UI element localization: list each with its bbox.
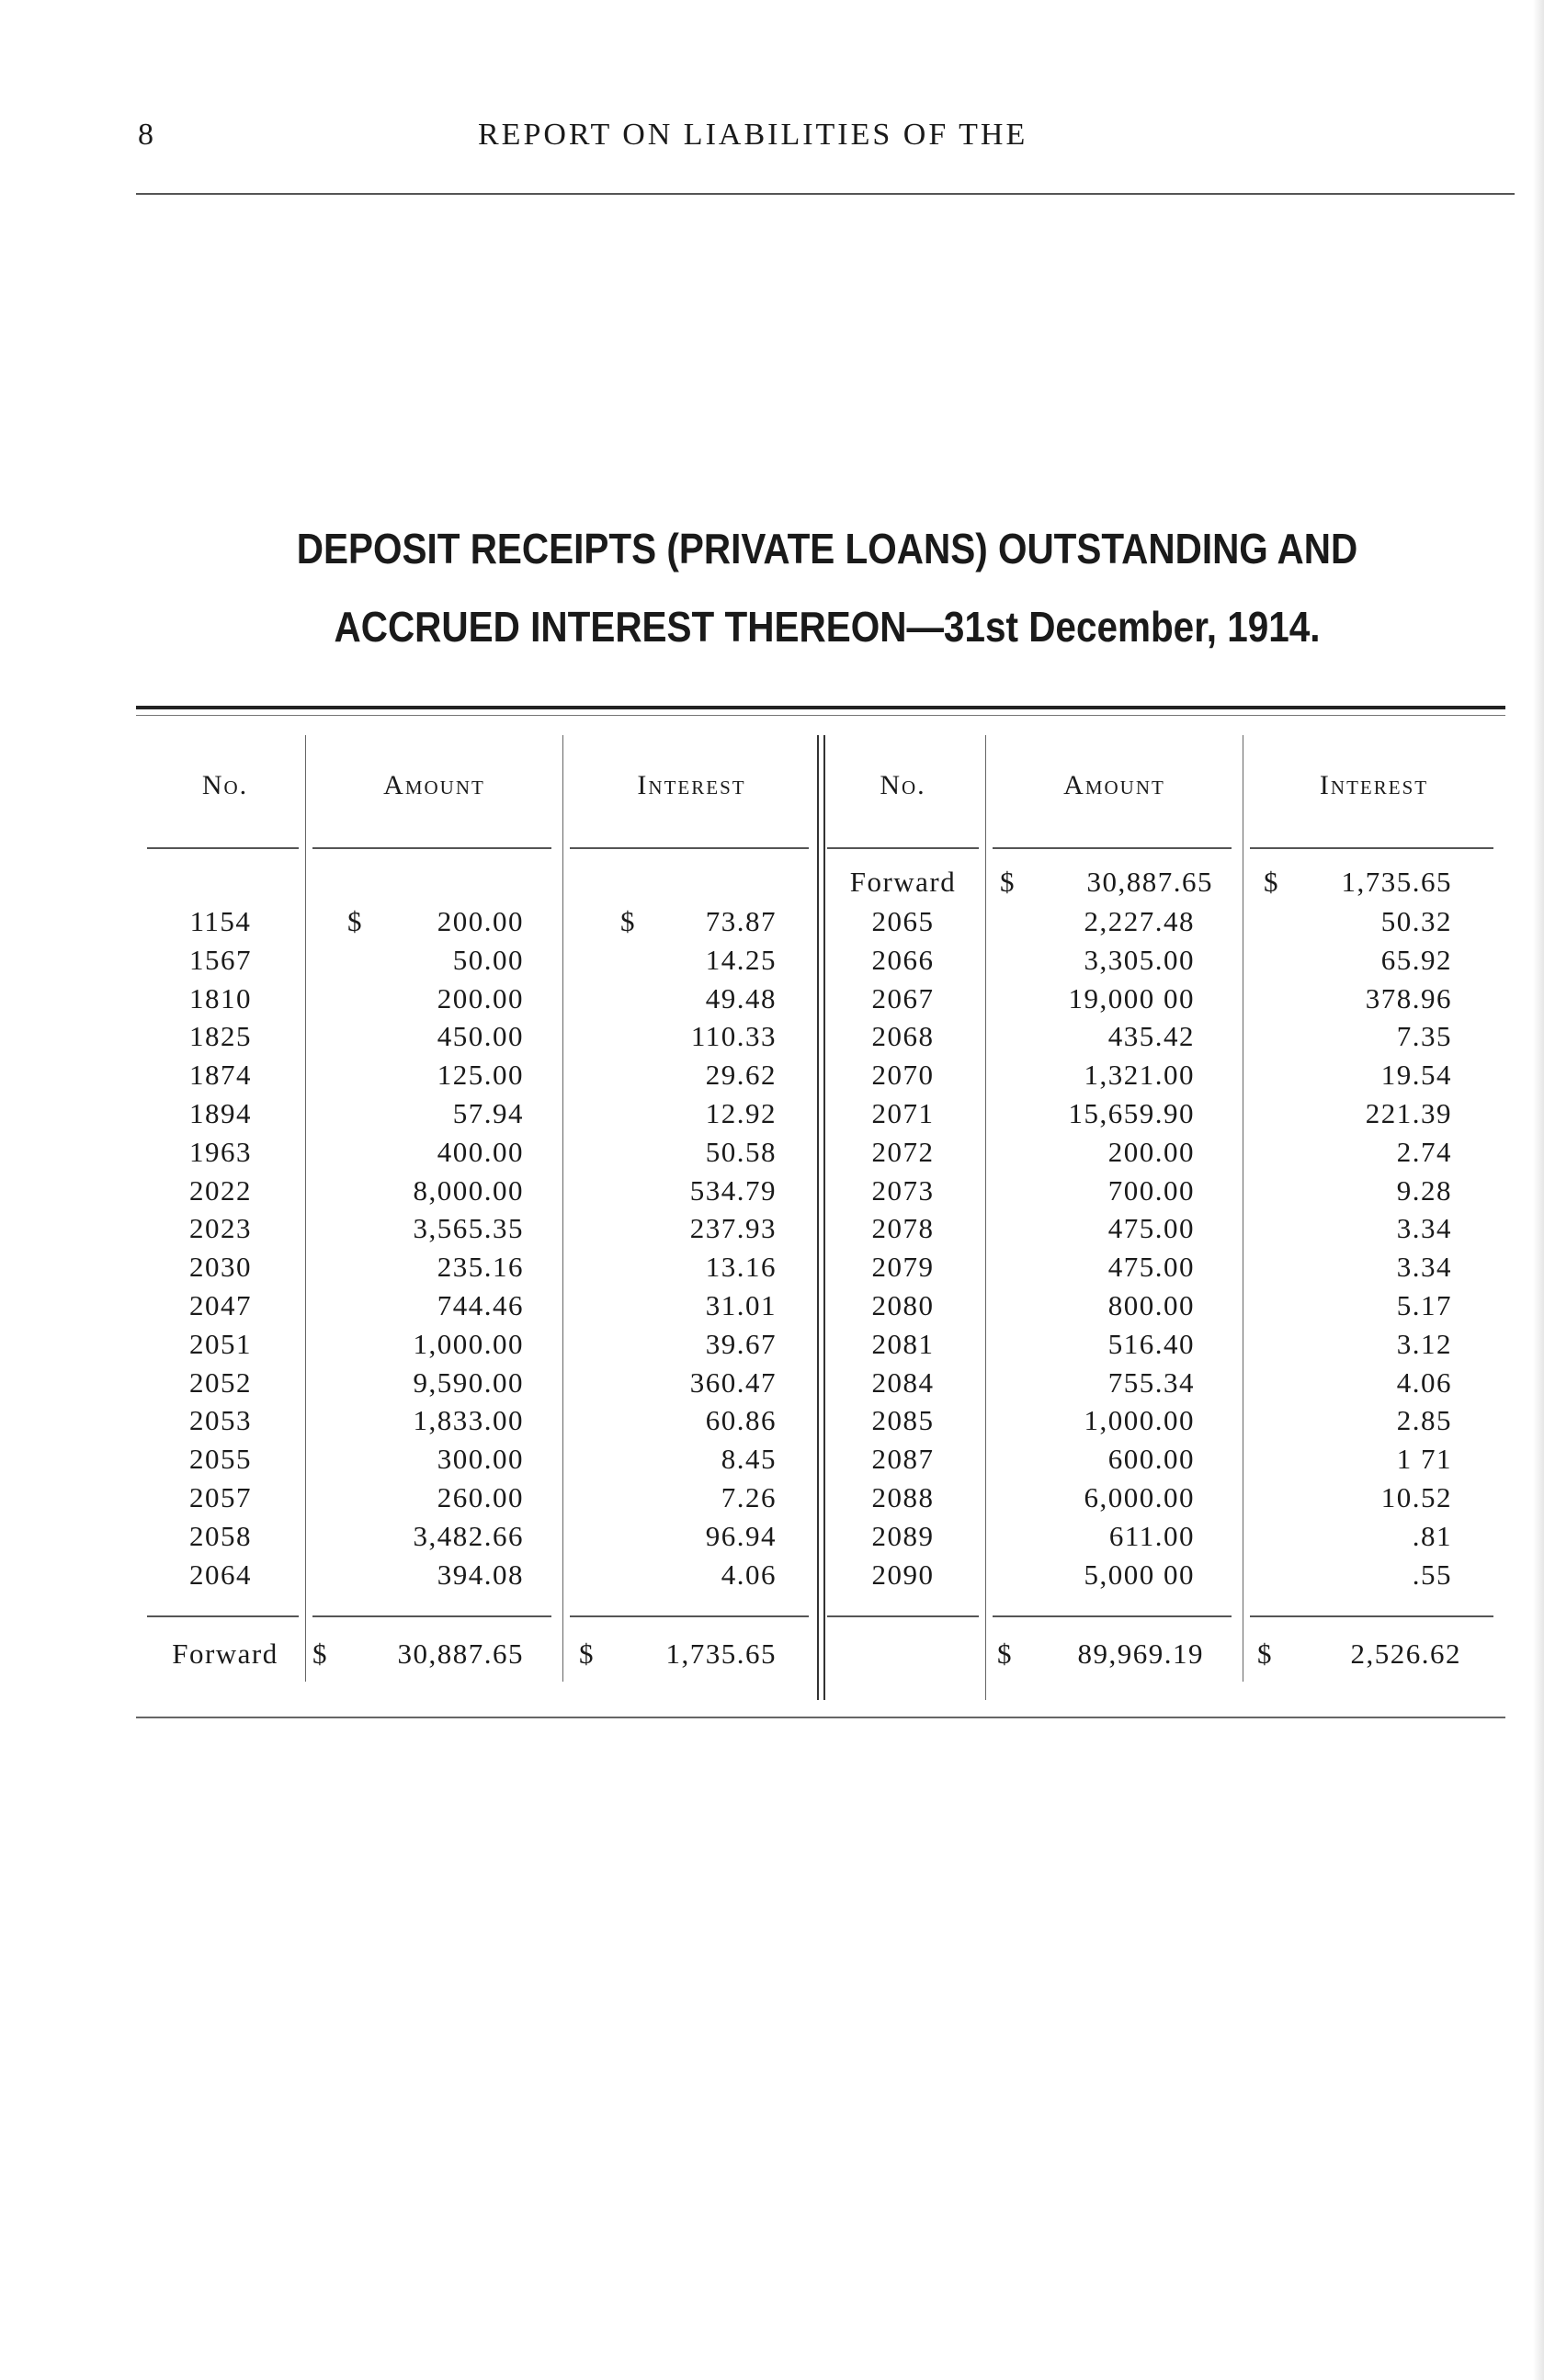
table-row-no: 2051 <box>189 1327 252 1360</box>
header-rule <box>136 193 1515 195</box>
table-row-interest: 9.28 <box>1396 1173 1452 1207</box>
table-row-interest: 2.85 <box>1396 1404 1452 1437</box>
table-row-interest: 221.39 <box>1365 1097 1452 1129</box>
table-row-amount: 8,000.00 <box>413 1173 524 1207</box>
header-separator <box>1250 847 1493 849</box>
table-row-amount: 400.00 <box>437 1135 524 1168</box>
table-row-amount: 755.34 <box>1107 1366 1195 1399</box>
table-row-no: 2052 <box>189 1366 252 1399</box>
table-row-no: 1567 <box>189 943 252 976</box>
table-row-amount: 516.40 <box>1107 1327 1195 1360</box>
table-row-no: 1825 <box>189 1020 252 1053</box>
total-separator <box>570 1615 809 1617</box>
table-title-line-2: ACCRUED INTEREST THEREON—31st December, 1914. <box>334 603 1321 651</box>
table-row-amount: 235.16 <box>437 1251 524 1284</box>
table-row-interest: 39.67 <box>705 1327 777 1360</box>
table-row-amount: 260.00 <box>437 1481 524 1513</box>
header-separator <box>993 847 1232 849</box>
table-row-interest: 534.79 <box>689 1173 777 1207</box>
table-row-interest: 73.87 <box>705 905 777 937</box>
table-row-no: 2057 <box>189 1481 252 1513</box>
table-row-amount: 435.42 <box>1107 1020 1195 1053</box>
table-row-no: 2047 <box>189 1289 252 1321</box>
col-header-interest-right: Interest <box>1319 770 1429 800</box>
table-top-rule <box>136 706 1505 709</box>
table-bottom-rule <box>136 1717 1505 1718</box>
header-separator <box>147 847 299 849</box>
table-row-interest: 7.35 <box>1396 1020 1452 1053</box>
total-separator <box>827 1615 979 1617</box>
col-header-amount-left: Amount <box>383 770 485 800</box>
table-row-interest: 14.25 <box>705 943 777 976</box>
table-top-rule-thin <box>136 715 1505 716</box>
table-row-no: 2084 <box>871 1366 935 1399</box>
dollar-sign: $ <box>347 905 362 937</box>
dollar-sign: $ <box>1264 866 1278 898</box>
table-row-no: 2068 <box>871 1020 935 1053</box>
table-row-no: 2058 <box>189 1519 252 1552</box>
table-row-amount: 1,321.00 <box>1084 1059 1195 1092</box>
total-separator <box>312 1615 551 1617</box>
table-row-amount: 1,000.00 <box>1084 1404 1195 1437</box>
table-row-interest: 3.34 <box>1396 1251 1452 1284</box>
total-amount-left: 30,887.65 <box>397 1638 524 1670</box>
table-row-no: 2089 <box>871 1519 935 1552</box>
table-row-amount: 9,590.00 <box>413 1366 524 1399</box>
dollar-sign: $ <box>1257 1638 1272 1670</box>
table-row-interest: 50.32 <box>1380 905 1452 937</box>
table-row-no: 2055 <box>189 1443 252 1476</box>
table-row-no: 2030 <box>189 1251 252 1284</box>
table-row-amount: 394.08 <box>437 1558 524 1591</box>
forward-label: Forward <box>849 866 957 898</box>
table-row-no: 2065 <box>871 905 935 937</box>
table-row-no: 2088 <box>871 1481 935 1513</box>
table-row-no: 1894 <box>189 1097 252 1129</box>
header-separator <box>312 847 551 849</box>
dollar-sign: $ <box>997 1638 1012 1670</box>
table-row-interest: 19.54 <box>1380 1059 1452 1092</box>
total-amount-right: 89,969.19 <box>1077 1638 1204 1670</box>
center-double-rule <box>817 735 819 1700</box>
table-row-no: 2022 <box>189 1173 252 1207</box>
table-row-no: 2070 <box>871 1059 935 1092</box>
table-row-no: 1154 <box>189 905 252 937</box>
table-row-interest: 65.92 <box>1380 943 1452 976</box>
dollar-sign: $ <box>312 1638 327 1670</box>
dollar-sign: $ <box>579 1638 594 1670</box>
table-row-no: 1874 <box>189 1059 252 1092</box>
table-row-amount: 19,000 00 <box>1068 981 1195 1014</box>
table-row-amount: 125.00 <box>437 1059 524 1092</box>
table-row-interest: 29.62 <box>705 1059 777 1092</box>
table-row-interest: 378.96 <box>1365 981 1452 1014</box>
forward-amount: 30,887.65 <box>1086 866 1213 898</box>
table-row-amount: 200.00 <box>437 981 524 1014</box>
table-row-interest: 4.06 <box>1396 1366 1452 1399</box>
table-row-no: 1810 <box>189 981 252 1014</box>
table-row-amount: 1,833.00 <box>413 1404 524 1437</box>
table-row-interest: 50.58 <box>705 1135 777 1168</box>
table-row-amount: 15,659.90 <box>1068 1097 1195 1129</box>
table-row-amount: 57.94 <box>452 1097 524 1129</box>
total-separator <box>993 1615 1232 1617</box>
table-row-amount: 3,305.00 <box>1084 943 1195 976</box>
col-header-no-right: No. <box>880 770 926 800</box>
table-row-amount: 475.00 <box>1107 1251 1195 1284</box>
col-header-amount-right: Amount <box>1063 770 1165 800</box>
table-row-no: 2067 <box>871 981 935 1014</box>
column-rule <box>562 735 563 1682</box>
table-row-interest: 8.45 <box>721 1443 777 1476</box>
table-row-interest: .55 <box>1412 1558 1452 1591</box>
table-row-amount: 200.00 <box>1107 1135 1195 1168</box>
table-row-amount: 300.00 <box>437 1443 524 1476</box>
header-separator <box>827 847 979 849</box>
table-row-amount: 50.00 <box>452 943 524 976</box>
dollar-sign: $ <box>1000 866 1015 898</box>
table-row-interest: 110.33 <box>690 1020 777 1053</box>
table-row-no: 2066 <box>871 943 935 976</box>
table-row-interest: 7.26 <box>721 1481 777 1513</box>
table-row-no: 2071 <box>871 1097 935 1129</box>
total-separator <box>147 1615 299 1617</box>
table-row-interest: 31.01 <box>705 1289 777 1321</box>
table-row-amount: 700.00 <box>1107 1173 1195 1207</box>
table-row-no: 2064 <box>189 1558 252 1591</box>
table-row-no: 2078 <box>871 1212 935 1245</box>
table-row-interest: 360.47 <box>689 1366 777 1399</box>
table-row-interest: 96.94 <box>705 1519 777 1552</box>
table-row-amount: 3,482.66 <box>413 1519 524 1552</box>
column-rule <box>305 735 306 1682</box>
table-row-amount: 611.00 <box>1108 1519 1195 1552</box>
table-row-interest: 237.93 <box>689 1212 777 1245</box>
table-row-interest: 60.86 <box>705 1404 777 1437</box>
table-row-amount: 600.00 <box>1107 1443 1195 1476</box>
table-row-no: 2079 <box>871 1251 935 1284</box>
table-row-amount: 475.00 <box>1107 1212 1195 1245</box>
table-row-interest: 1 71 <box>1396 1443 1452 1476</box>
table-row-interest: 10.52 <box>1380 1481 1452 1513</box>
page-number: 8 <box>138 118 153 152</box>
table-row-amount: 800.00 <box>1107 1289 1195 1321</box>
table-row-no: 1963 <box>189 1135 252 1168</box>
table-row-amount: 200.00 <box>437 905 524 937</box>
col-header-no-left: No. <box>201 770 249 800</box>
col-header-interest-left: Interest <box>637 770 746 800</box>
total-label: Forward <box>172 1638 278 1670</box>
table-row-no: 2023 <box>189 1212 252 1245</box>
table-row-amount: 450.00 <box>437 1020 524 1053</box>
table-row-no: 2085 <box>871 1404 935 1437</box>
table-row-interest: 3.12 <box>1396 1327 1452 1360</box>
total-interest-right: 2,526.62 <box>1350 1638 1461 1670</box>
running-head: REPORT ON LIABILITIES OF THE <box>478 118 1028 152</box>
table-row-no: 2087 <box>871 1443 935 1476</box>
column-rule <box>985 735 986 1700</box>
header-separator <box>570 847 809 849</box>
total-interest-left: 1,735.65 <box>665 1638 777 1670</box>
table-row-interest: 12.92 <box>705 1097 777 1129</box>
table-row-interest: 2.74 <box>1396 1135 1452 1168</box>
table-row-interest: 5.17 <box>1396 1289 1452 1321</box>
table-row-no: 2072 <box>871 1135 935 1168</box>
table-row-amount: 744.46 <box>437 1289 524 1321</box>
table-row-interest: 3.34 <box>1396 1212 1452 1245</box>
table-row-interest: 49.48 <box>705 981 777 1014</box>
table-row-amount: 5,000 00 <box>1084 1558 1195 1591</box>
table-row-amount: 6,000.00 <box>1084 1481 1195 1513</box>
dollar-sign: $ <box>620 905 635 937</box>
table-row-no: 2090 <box>871 1558 935 1591</box>
page-edge-shadow <box>1533 0 1544 2380</box>
table-row-amount: 1,000.00 <box>413 1327 524 1360</box>
table-row-interest: 13.16 <box>705 1251 777 1284</box>
table-row-amount: 3,565.35 <box>413 1212 524 1245</box>
table-row-interest: 4.06 <box>721 1558 777 1591</box>
table-row-interest: .81 <box>1412 1519 1452 1552</box>
table-row-no: 2073 <box>871 1173 935 1207</box>
table-row-no: 2053 <box>189 1404 252 1437</box>
total-separator <box>1250 1615 1493 1617</box>
forward-interest: 1,735.65 <box>1341 866 1452 898</box>
table-row-no: 2081 <box>871 1327 935 1360</box>
table-row-no: 2080 <box>871 1289 935 1321</box>
table-title-line-1: DEPOSIT RECEIPTS (PRIVATE LOANS) OUTSTANDING AND <box>296 525 1358 572</box>
table-row-amount: 2,227.48 <box>1084 905 1195 937</box>
